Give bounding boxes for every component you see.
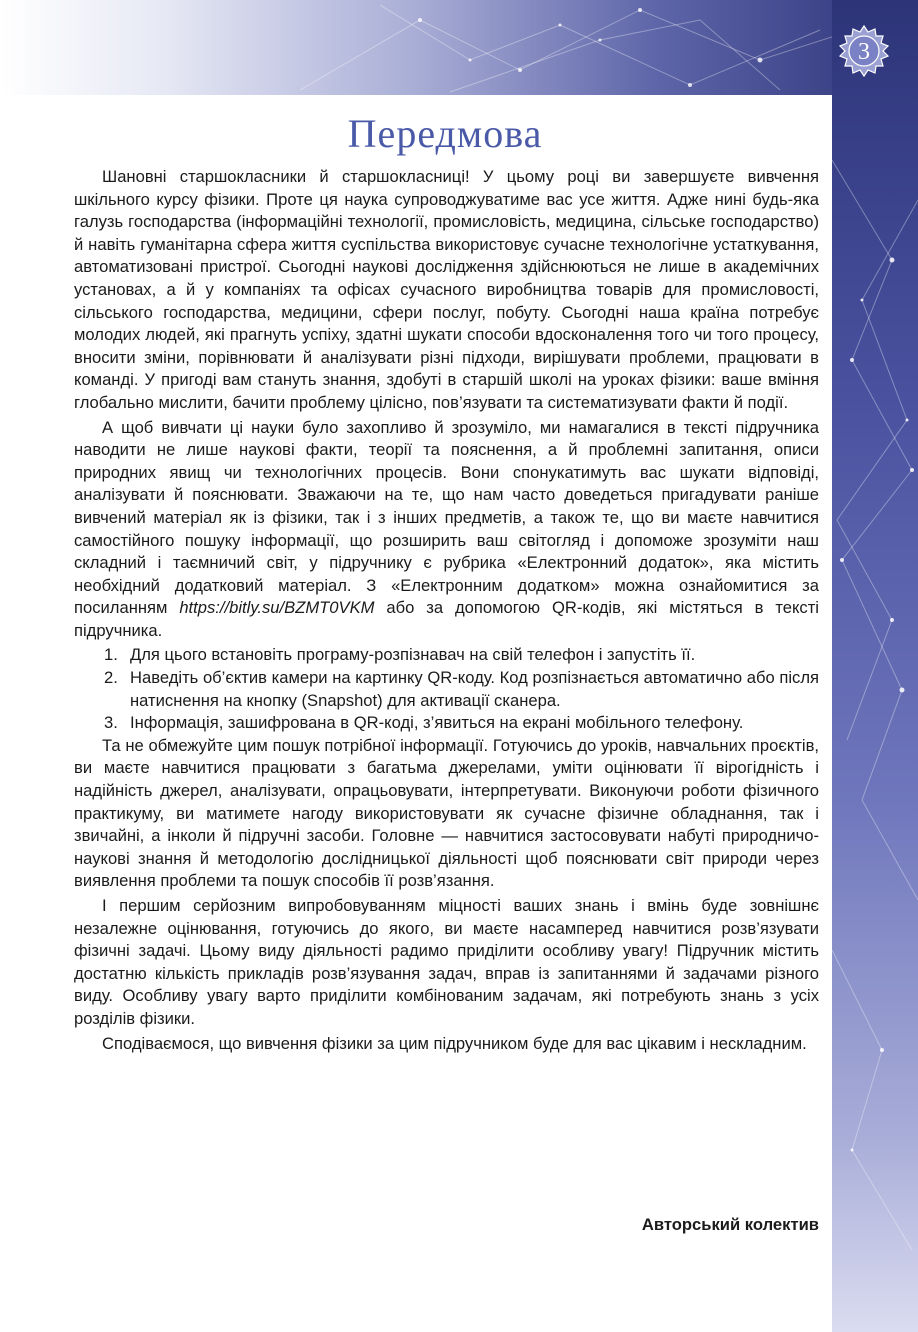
page-number-badge	[834, 22, 894, 82]
page-title: Передмова	[347, 111, 543, 156]
list-item-text: Для цього встановіть програму-розпізнавач на свій телефон і запустіть її.	[130, 645, 696, 665]
constellation-pattern-icon	[832, 0, 918, 1332]
list-item	[104, 712, 819, 735]
paragraph-2-end: або за допомогою QR-кодів, які містяться в тексті підручника.	[74, 598, 819, 640]
paragraph-1: Шановні старшокласники й старшокласниці! У цьому році ви завершуєте вивчення шкільного курсу фізики. Проте ця наука супроводжуватиме вас усе життя. Адже нині будь-яка галузь господарства (інформаційні технології, промисловість, медицина, сільське господарство) й навіть гуманітарна сфера життя суспільства використовує сучасне технологічне устаткування, автоматизовані пристрої. Сьогодні наукові дослідження здійснюються не лише в академічних установах, а й у компаніях та офісах сучасного виробництва товарів для промисловості, сільського господарства, медицини, сфери послуг, побуту. Сьогодні наша країна потребує молодих людей, які прагнуть успіху, здатні шукати способи вдосконалення того чи того процесу, вносити зміни, порівнювати й аналізувати різні підходи, вирішувати проблеми, працювати в команді. У пригоді вам стануть знання, здобуті в старшій школі на уроках фізики: ваше вміння глобально мислити, бачити проблему цілісно, пов’язувати та систематизувати факти й події.	[74, 167, 819, 412]
list-item-number: 2.	[104, 668, 118, 688]
paragraph-2-start: А щоб вивчати ці науки було захопливо й зрозуміло, ми намагалися в тексті підручника наводити не лише наукові факти, теорії та пояснення, а й проблемні запитання, описи природних явищ чи технологічних процесів. Вони спонукатимуть вас шукати відповіді, аналізувати й пояснювати. Зважаючи на те, що нам часто доведеться пригадувати раніше вивчений матеріал як із фізики, так і з інших предметів, а також те, що ви маєте навчитися самостійного пошуку інформації, що розширить ваш світогляд і допоможе зрозуміти наш складний і таємничий світ, у підручнику є рубрика «Електронний додаток», яка містить необхідний додатковий матеріал. З «Електронним додатком» можна ознайомитися за посиланням	[74, 417, 819, 618]
paragraph-3: Та не обмежуйте цим пошук потрібної інформації. Готуючись до уроків, навчальних проєктів, ви маєте навчитися працювати з багатьма джерелами, уміти оцінювати її вірогідність і надійність джерел, аналізувати, опрацьовувати, інтерпретувати. Виконуючи роботи фізичного практикуму, ви матимете нагоду використовувати як сучасне фізичне обладнання, так і звичайні, а інколи й підручні засоби. Головне — навчитися застосовувати набуті природничо-наукові знання й методологію дослідницької діяльності щоб пояснювати світ природи через виявлення проблеми та пошук способів її розв’язання.	[74, 735, 819, 891]
author-signature: Авторський колектив	[641, 1215, 819, 1234]
page-number: 3	[858, 38, 870, 65]
list-item-number: 3.	[104, 713, 118, 733]
list-item-text: Наведіть об’єктив камери на картинку QR-коду. Код розпізнається автоматично або після натиснення на кнопку (Snapshot) для активації сканера.	[130, 668, 819, 710]
network-pattern-icon	[0, 0, 918, 95]
paragraph-5: Сподіваємося, що вивчення фізики за цим підручником буде для вас цікавим і нескладним.	[102, 1033, 807, 1053]
list-item-number: 1.	[104, 645, 118, 665]
electronic-supplement-link[interactable]: https://bitly.su/BZMT0VKM	[179, 598, 375, 618]
header-decor-band	[0, 0, 918, 95]
qr-steps-list	[74, 644, 819, 734]
paragraph-4: І першим серйозним випробовуванням міцності ваших знань і вмінь буде зовнішнє незалежне оцінювання, готуючись до якого, ви маєте насамперед навчитися розв’язувати фізичні задачі. Цьому виду діяльності радимо приділити особливу увагу! Підручник містить достатню кількість прикладів розв’язування задач, вправ із запитаннями й задачами різного виду. Особливу увагу варто приділити комбінованим задачам, які потребують знань з усіх розділів фізики.	[74, 896, 819, 1028]
list-item	[104, 644, 819, 667]
foreword-text	[74, 166, 819, 1057]
list-item	[104, 667, 819, 712]
paragraph-2	[74, 417, 819, 643]
side-decor-band	[832, 0, 918, 1332]
list-item-text: Інформація, зашифрована в QR-коді, з’явиться на екрані мобільного телефону.	[130, 713, 744, 733]
